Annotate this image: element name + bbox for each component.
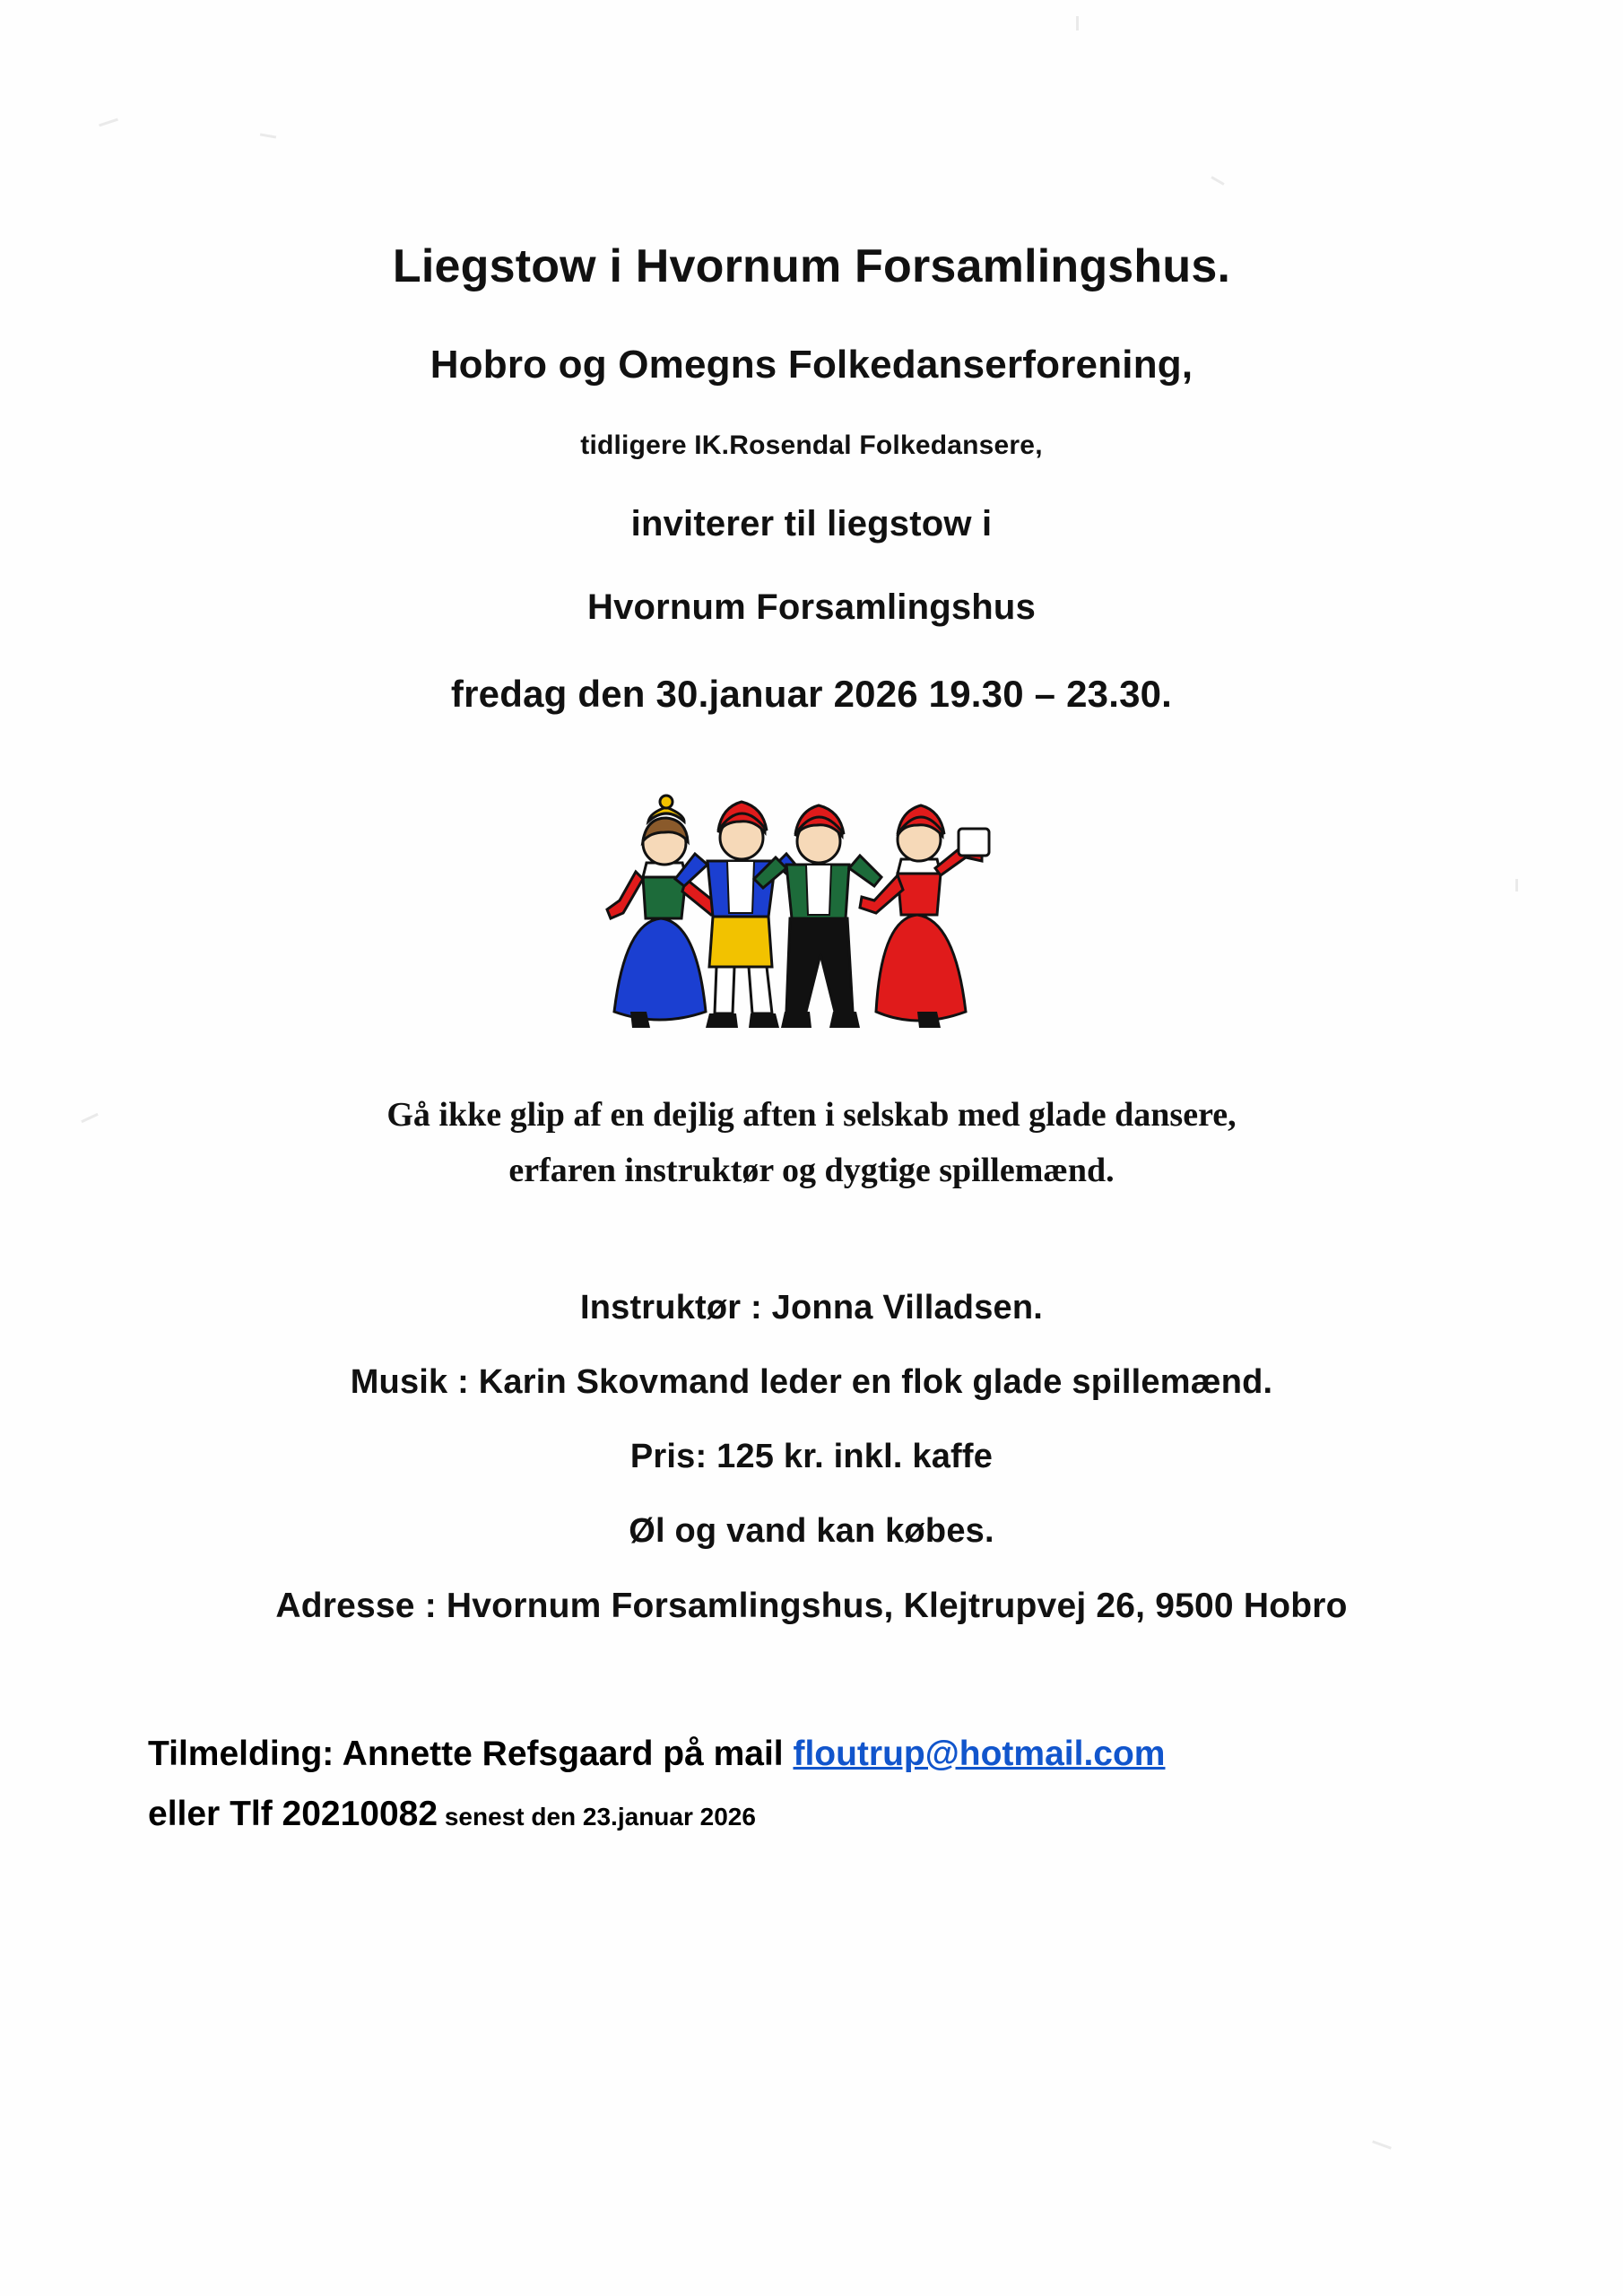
music-line: Musik : Karin Skovmand leder en flok glade spillemænd. [350,1363,1273,1402]
signup-section [0,1732,1623,1837]
drinks-line: Øl og vand kan købes. [629,1512,994,1551]
price-line: Pris: 125 kr. inkl. kaffe [629,1438,994,1476]
instructor-line: Instruktør : Jonna Villadsen. [579,1289,1044,1327]
folk-dancers-illustration [560,743,1063,1039]
phone-line [148,1792,1515,1838]
tagline-line-2: erfaren instruktør og dygtige spillemænd. [508,1152,1115,1190]
tagline-line-1: Gå ikke glip af en dejlig aften i selskab med glade dansere, [386,1095,1237,1134]
page-title: Liegstow i Hvornum Forsamlingshus. [392,240,1231,292]
venue-name: Hvornum Forsamlingshus [586,587,1037,627]
tagline [0,1087,1623,1199]
illustration-container [0,743,1623,1039]
scan-speck [1372,2140,1392,2149]
address-line: Adresse : Hvornum Forsamlingshus, Klejtrupvej 26, 9500 Hobro [275,1587,1348,1626]
event-details [0,1289,1623,1626]
deadline-text: senest den 23.januar 2026 [438,1802,756,1831]
phone-text: eller Tlf 20210082 [148,1794,438,1833]
organization-name: Hobro og Omegns Folkedanserforening, [430,342,1193,387]
invitation-line: inviterer til liegstow i [630,503,993,544]
former-organization-name: tidligere IK.Rosendal Folkedansere, [580,430,1043,460]
email-link[interactable]: floutrup@hotmail.com [793,1735,1166,1774]
event-datetime: fredag den 30.januar 2026 19.30 – 23.30. [450,672,1173,715]
signup-prefix: Tilmelding: Annette Refsgaard på mail [148,1735,794,1774]
signup-line [148,1732,1515,1778]
